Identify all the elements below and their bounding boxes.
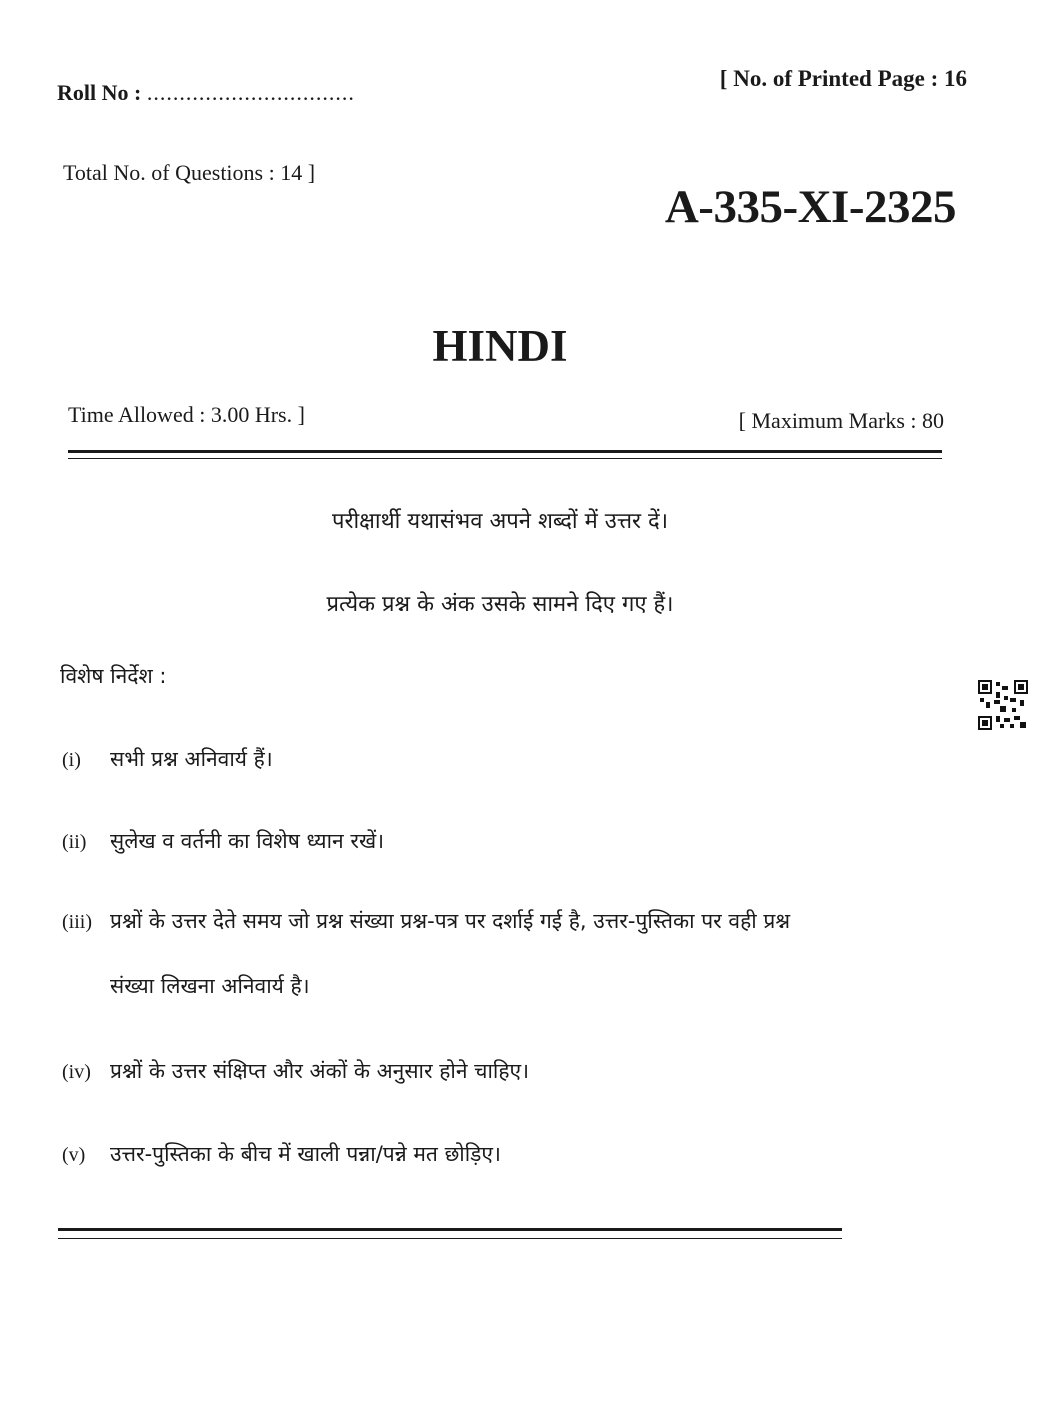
instruction-point-5 — [62, 1140, 942, 1168]
total-questions: Total No. of Questions : 14 ] — [63, 160, 316, 185]
instruction-number: (iv) — [62, 1061, 91, 1083]
instruction-point-3-continued: संख्या लिखना अनिवार्य है। — [110, 974, 310, 998]
paper-code: A-335-XI-2325 — [664, 181, 956, 233]
roll-no — [57, 80, 355, 106]
special-instructions-heading: विशेष निर्देश : — [60, 664, 167, 688]
instruction-text: सभी प्रश्न अनिवार्य हैं। — [110, 747, 273, 771]
instruction-number: (i) — [62, 749, 81, 771]
instruction-point-2 — [62, 827, 942, 855]
instruction-point-4 — [62, 1057, 942, 1085]
general-instruction-1: परीक्षार्थी यथासंभव अपने शब्दों में उत्तर दें। — [331, 509, 669, 534]
instruction-text: प्रश्नों के उत्तर देते समय जो प्रश्न संख्या प्रश्न-पत्र पर दर्शाई गई है, उत्तर-पुस्तिका पर वही प्रश्न — [110, 909, 791, 933]
instruction-text: प्रश्नों के उत्तर संक्षिप्त और अंकों के अनुसार होने चाहिए। — [110, 1059, 530, 1083]
maximum-marks: [ Maximum Marks : 80 — [738, 408, 944, 433]
instruction-text: सुलेख व वर्तनी का विशेष ध्यान रखें। — [110, 829, 385, 853]
header-rule-thin — [68, 458, 942, 459]
printed-pages: [ No. of Printed Page : 16 — [719, 66, 967, 91]
instruction-number: (v) — [62, 1144, 86, 1166]
time-allowed: Time Allowed : 3.00 Hrs. ] — [68, 402, 305, 427]
instruction-number: (ii) — [62, 831, 87, 853]
general-instruction-2: प्रत्येक प्रश्न के अंक उसके सामने दिए गए हैं। — [326, 592, 674, 617]
instruction-text: उत्तर-पुस्तिका के बीच में खाली पन्ना/पन्ने मत छोड़िए। — [110, 1142, 501, 1166]
footer-rule-thick — [58, 1228, 842, 1231]
footer-rule-thin — [58, 1238, 842, 1239]
header-rule-thick — [68, 450, 942, 453]
subject-title: HINDI — [432, 321, 568, 371]
qr-code-icon — [978, 680, 1028, 730]
instruction-point-1 — [62, 745, 942, 773]
instruction-point-3 — [62, 907, 942, 935]
instruction-number: (iii) — [62, 911, 92, 933]
roll-no-blank: ................................ — [146, 80, 355, 105]
roll-no-label: Roll No : — [57, 80, 142, 105]
